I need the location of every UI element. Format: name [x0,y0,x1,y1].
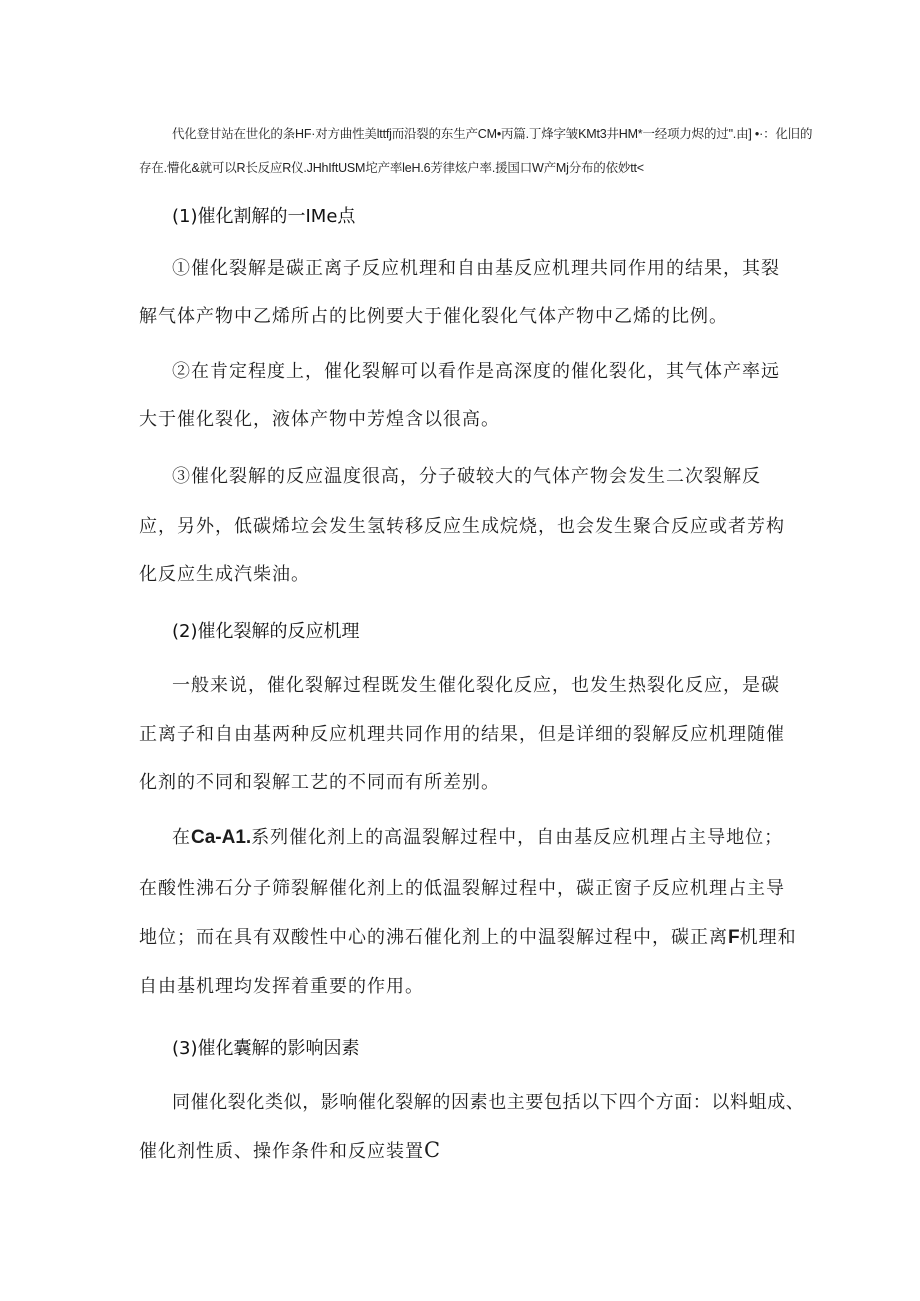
s3-p1-line-2-pre: 催化剂性质、操作条件和反应装置 [139,1141,424,1162]
s2-p2-bold-catalyst: Ca-A1. [191,827,252,848]
s1-p3-line-1: ③催化裂解的反应温度很高，分子破较大的气体产物会发生二次裂解反 [172,466,761,487]
section-3-heading: (3)催化囊解的影响因素 [172,1038,360,1059]
s2-p2-line-3 [139,923,797,949]
s3-p1-line-1: 同催化裂化类似，影响催化裂解的因素也主要包括以下四个方面：以料蛆成、 [172,1092,805,1113]
s2-p2-line-1 [172,823,783,849]
s1-p2-line-2: 大于催化裂化，液体产物中芳煌含以很高。 [139,409,500,430]
s1-p2-line-1: ②在肯定程度上，催化裂解可以看作是高深度的催化裂化，其气体产率远 [172,361,780,382]
s3-p1-line-2-end: C [424,1138,442,1162]
s2-p2-line-2: 在酸性沸石分子筛裂解催化剂上的低温裂解过程中，碳正窗子反应机理占主导 [139,878,785,899]
s2-p1-line-1: 一般来说，催化裂解过程既发生催化裂化反应，也发生热裂化反应，是碳 [172,675,780,696]
s1-p1-line-1: ①催化裂解是碳正离子反应机理和自由基反应机理共同作用的结果，其裂 [172,258,780,279]
s2-p2-line-4: 自由基机理均发挥着重要的作用。 [139,976,424,997]
s2-p2-line-1-rest: 系列催化剂上的高温裂解过程中，自由基反应机理占主导地位； [251,827,784,848]
section-1-heading: (1)催化割解的一IMe点 [172,206,356,227]
s2-p2-pre: 在 [172,827,191,848]
s2-p1-line-3: 化剂的不同和裂解工艺的不同而有所差别。 [139,772,500,793]
s2-p1-line-2: 正离子和自由基两种反应机理共同作用的结果，但是详细的裂解反应机理随催 [139,724,785,745]
s2-p2-line-3-post: 机理和 [739,927,797,948]
s1-p3-line-3: 化反应生成汽柴油。 [139,564,310,585]
section-2-heading: (2)催化裂解的反应机理 [172,621,360,642]
s1-p3-line-2: 应，另外，低碳烯垃会发生氢转移反应生成烷烧，也会发生聚合反应或者芳构 [139,516,785,537]
s1-p1-line-2: 解气体产物中乙烯所占的比例要大于催化裂化气体产物中乙烯的比例。 [139,306,728,327]
s2-p2-line-3-pre: 地位；而在具有双酸性中心的沸石催化剂上的中温裂解过程中，碳正离 [139,927,728,948]
intro-line-2: 存在.懵化&就可以R长反应R仪.JHhIftUSM坨产率leH.6芳律炫户率.援国口W产Mj分布的依妙tt< [139,161,644,175]
s2-p2-line-3-bold: F [728,927,740,948]
s3-p1-line-2 [139,1137,441,1163]
intro-line-1: 代化登甘站在世化的条HF·对方曲性美lttfj而沿裂的东生产CM•丙篇.丁烽字皱KMt3井HM*一经项力烬的过".由] •·：化旧的 [172,127,813,141]
